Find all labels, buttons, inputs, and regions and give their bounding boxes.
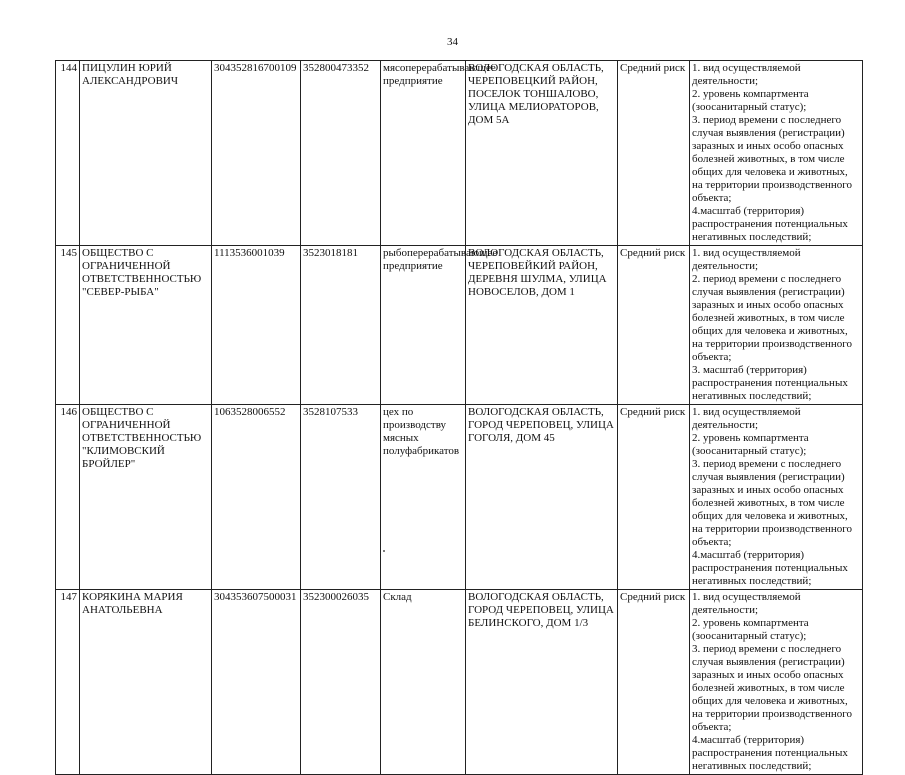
criteria-item: 1. вид осуществляемой деятельности; (692, 406, 801, 431)
row-number: 144 (56, 61, 80, 246)
registry-table (55, 60, 863, 775)
criteria-item: 3. период времени с последнего случая выявления (регистрации) заразных и иных особо опасных болезней животных, в том числе общих для человека и животных, на территории производственного объекта; (692, 643, 853, 733)
table-row (56, 590, 863, 775)
entity-name: ОБЩЕСТВО С ОГРАНИЧЕННОЙ ОТВЕТСТВЕННОСТЬЮ "СЕВЕР-РЫБА" (80, 246, 212, 405)
criteria-item: 1. вид осуществляемой деятельности; (692, 247, 801, 272)
criteria-item: 2. уровень компартмента (зоосанитарный статус); (692, 88, 809, 113)
criteria-cell (690, 61, 863, 246)
scan-speck (383, 550, 385, 552)
risk-cell: Средний риск (618, 246, 690, 405)
table-row (56, 246, 863, 405)
entity-name: КОРЯКИНА МАРИЯ АНАТОЛЬЕВНА (80, 590, 212, 775)
inn-cell: 352800473352 (301, 61, 381, 246)
activity-cell: мясоперерабатывающее предприятие (381, 61, 466, 246)
inn-cell: 352300026035 (301, 590, 381, 775)
ogrn-cell: 304352816700109 (212, 61, 301, 246)
page-number: 34 (447, 36, 458, 48)
ogrn-cell: 1063528006552 (212, 405, 301, 590)
address-cell: ВОЛОГОДСКАЯ ОБЛАСТЬ, ЧЕРЕПОВЕЦКИЙ РАЙОН, ПОСЕЛОК ТОНШАЛОВО, УЛИЦА МЕЛИОРАТОРОВ, ДОМ 5А (466, 61, 618, 246)
inn-cell: 3528107533 (301, 405, 381, 590)
activity-cell: рыбоперерабатывающее предприятие (381, 246, 466, 405)
criteria-item: 3. период времени с последнего случая выявления (регистрации) заразных и иных особо опасных болезней животных, в том числе общих для человека и животных, на территории производственного объекта; (692, 458, 853, 548)
criteria-cell (690, 246, 863, 405)
activity-cell: Склад (381, 590, 466, 775)
row-number: 147 (56, 590, 80, 775)
criteria-cell (690, 590, 863, 775)
criteria-item: 2. уровень компартмента (зоосанитарный статус); (692, 432, 809, 457)
criteria-cell (690, 405, 863, 590)
criteria-item: 4.масштаб (территория) распространения потенциальных негативных последствий; (692, 734, 848, 772)
criteria-item: 3. масштаб (территория) распространения потенциальных негативных последствий; (692, 364, 848, 402)
criteria-item: 4.масштаб (территория) распространения потенциальных негативных последствий; (692, 549, 848, 587)
entity-name: ПИЦУЛИН ЮРИЙ АЛЕКСАНДРОВИЧ (80, 61, 212, 246)
address-cell: ВОЛОГОДСКАЯ ОБЛАСТЬ, ГОРОД ЧЕРЕПОВЕЦ, УЛИЦА БЕЛИНСКОГО, ДОМ 1/3 (466, 590, 618, 775)
table-row (56, 61, 863, 246)
criteria-item: 1. вид осуществляемой деятельности; (692, 62, 801, 87)
inn-cell: 3523018181 (301, 246, 381, 405)
activity-cell: цех по производству мясных полуфабрикатов (381, 405, 466, 590)
criteria-item: 2. уровень компартмента (зоосанитарный статус); (692, 617, 809, 642)
entity-name: ОБЩЕСТВО С ОГРАНИЧЕННОЙ ОТВЕТСТВЕННОСТЬЮ "КЛИМОВСКИЙ БРОЙЛЕР" (80, 405, 212, 590)
risk-cell: Средний риск (618, 61, 690, 246)
criteria-item: 3. период времени с последнего случая выявления (регистрации) заразных и иных особо опасных болезней животных, в том числе общих для человека и животных, на территории производственного объекта; (692, 114, 853, 204)
row-number: 146 (56, 405, 80, 590)
criteria-item: 1. вид осуществляемой деятельности; (692, 591, 801, 616)
criteria-item: 2. период времени с последнего случая выявления (регистрации) заразных и иных особо опасных болезней животных, в том числе общих для человека и животных, на территории производственного объекта; (692, 273, 853, 363)
row-number: 145 (56, 246, 80, 405)
risk-cell: Средний риск (618, 590, 690, 775)
ogrn-cell: 1113536001039 (212, 246, 301, 405)
address-cell: ВОЛОГОДСКАЯ ОБЛАСТЬ, ЧЕРЕПОВЕЙКИЙ РАЙОН, ДЕРЕВНЯ ШУЛМА, УЛИЦА НОВОСЕЛОВ, ДОМ 1 (466, 246, 618, 405)
criteria-item: 4.масштаб (территория) распространения потенциальных негативных последствий; (692, 205, 848, 243)
table-row (56, 405, 863, 590)
address-cell: ВОЛОГОДСКАЯ ОБЛАСТЬ, ГОРОД ЧЕРЕПОВЕЦ, УЛИЦА ГОГОЛЯ, ДОМ 45 (466, 405, 618, 590)
risk-cell: Средний риск (618, 405, 690, 590)
ogrn-cell: 304353607500031 (212, 590, 301, 775)
